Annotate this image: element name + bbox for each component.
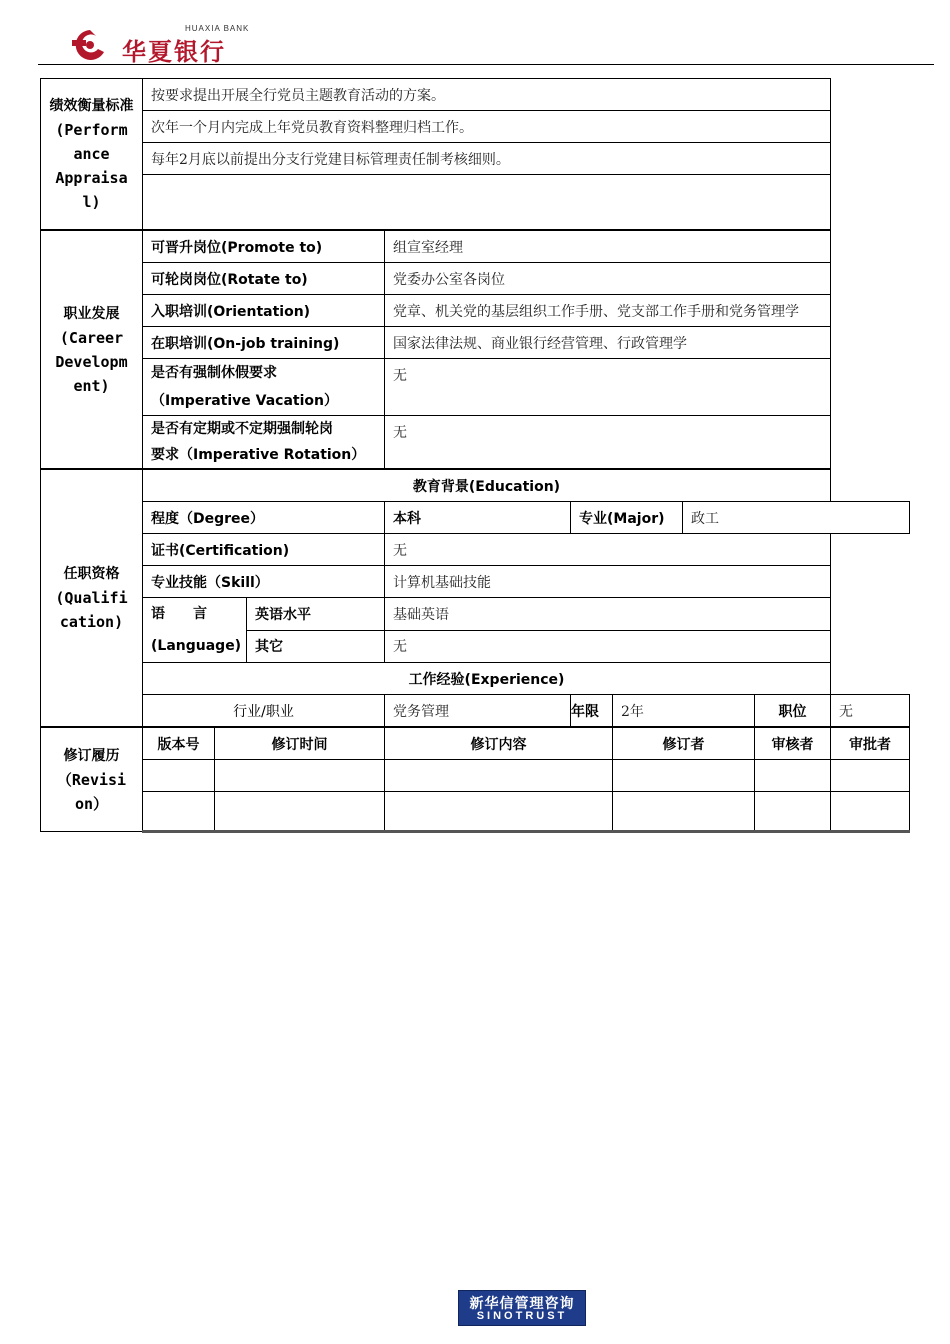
other-language-value: 无: [385, 630, 831, 663]
revision-col-time: 修订时间: [215, 727, 385, 760]
skill-label: 专业技能（Skill）: [143, 566, 385, 598]
revision-cell: [215, 792, 385, 832]
performance-section-title: [41, 79, 143, 231]
performance-item: 次年一个月内完成上年党员教育资料整理归档工作。: [143, 111, 831, 143]
qualification-title-en-2: cation): [59, 613, 124, 631]
qualification-title-cn: 任职资格: [63, 566, 120, 582]
orientation-label: 入职培训(Orientation): [143, 295, 385, 327]
performance-title-en-3: Appraisa: [55, 169, 128, 187]
language-label-bottom: (Language): [151, 638, 242, 654]
career-title-en-1: (Career: [59, 328, 124, 347]
revision-cell: [385, 760, 613, 792]
career-title-en-3: ent): [73, 376, 110, 395]
revision-cell: [755, 792, 831, 832]
performance-row-3: [41, 143, 910, 175]
performance-row-1: [41, 79, 910, 111]
performance-row-4: [41, 175, 910, 231]
revision-cell: [755, 760, 831, 792]
revision-col-version: 版本号: [143, 727, 215, 760]
position-label: 职位: [755, 695, 831, 728]
revision-empty-row-2: [41, 792, 910, 832]
revision-cell: [613, 792, 755, 832]
degree-value: 本科: [385, 502, 571, 534]
performance-row-2: [41, 111, 910, 143]
performance-title-cn: 绩效衡量标准: [49, 98, 134, 114]
career-section-title: [41, 230, 143, 469]
revision-header-row: [41, 727, 910, 760]
industry-value: 党务管理: [385, 695, 571, 728]
job-description-table: [40, 78, 910, 833]
career-row-5: [41, 359, 910, 416]
bank-name-en: HUAXIA BANK: [185, 24, 250, 33]
english-value: 基础英语: [385, 598, 831, 631]
qualification-row-4: [41, 566, 910, 598]
major-label: 专业(Major): [571, 502, 683, 534]
orientation-value: 党章、机关党的基层组织工作手册、党支部工作手册和党务管理学: [385, 295, 831, 327]
qualification-section-title: [41, 469, 143, 727]
career-title-cn: 职业发展: [63, 305, 120, 322]
revision-title-en-1: （Revisi: [56, 770, 127, 789]
header-divider: [38, 64, 934, 65]
position-value: 无: [831, 695, 910, 728]
revision-title-en-2: on）: [74, 794, 109, 813]
language-label: [143, 598, 247, 663]
vacation-label-line-2: （Imperative Vacation）: [151, 393, 338, 409]
qualification-row-7: [41, 663, 910, 695]
rotation-label: [143, 416, 385, 470]
career-row-2: [41, 263, 910, 295]
performance-title-en-4: l): [82, 193, 101, 211]
rotate-label: 可轮岗岗位(Rotate to): [143, 263, 385, 295]
rotation-label-line-1: 是否有定期或不定期强制轮岗: [151, 421, 333, 437]
language-label-top: 语 言: [151, 606, 207, 622]
revision-cell: [831, 760, 910, 792]
revision-cell: [143, 792, 215, 832]
major-value: 政工: [683, 502, 910, 534]
revision-col-reviewer: 审核者: [755, 727, 831, 760]
education-heading: 教育背景(Education): [143, 469, 831, 502]
qualification-row-3: [41, 534, 910, 566]
footer-company-en: SINOTRUST: [476, 1310, 568, 1322]
experience-heading: 工作经验(Experience): [143, 663, 831, 695]
degree-label: 程度（Degree）: [143, 502, 385, 534]
revision-col-approver: 审批者: [831, 727, 910, 760]
skill-value: 计算机基础技能: [385, 566, 831, 598]
promote-value: 组宣室经理: [385, 230, 831, 263]
onjob-value: 国家法律法规、商业银行经营管理、行政管理学: [385, 327, 831, 359]
onjob-label: 在职培训(On-job training): [143, 327, 385, 359]
revision-section-title: [41, 727, 143, 832]
revision-cell: [143, 760, 215, 792]
vacation-label: [143, 359, 385, 416]
certification-value: 无: [385, 534, 831, 566]
career-row-3: [41, 295, 910, 327]
performance-item: 每年2月底以前提出分支行党建目标管理责任制考核细则。: [143, 143, 831, 175]
performance-title-en-2: ance: [73, 145, 110, 163]
qualification-row-1: [41, 469, 910, 502]
footer-company-cn: 新华信管理咨询: [469, 1296, 575, 1312]
revision-cell: [215, 760, 385, 792]
performance-item: 按要求提出开展全行党员主题教育活动的方案。: [143, 79, 831, 111]
other-language-label: 其它: [247, 630, 385, 663]
revision-cell: [385, 792, 613, 832]
page-header: [0, 0, 950, 70]
rotation-value: 无: [385, 416, 831, 470]
revision-cell: [831, 792, 910, 832]
performance-item: [143, 175, 831, 231]
years-cell: [571, 695, 613, 728]
career-row-1: [41, 230, 910, 263]
certification-label: 证书(Certification): [143, 534, 385, 566]
revision-col-content: 修订内容: [385, 727, 613, 760]
vacation-label-line-1: 是否有强制休假要求: [151, 365, 277, 381]
career-row-6: [41, 416, 910, 470]
industry-label: 行业/职业: [143, 695, 385, 728]
qualification-title-en-1: (Qualifi: [55, 589, 128, 607]
revision-col-editor: 修订者: [613, 727, 755, 760]
qualification-row-2: [41, 502, 910, 534]
english-label: 英语水平: [247, 598, 385, 631]
promote-label: 可晋升岗位(Promote to): [143, 230, 385, 263]
rotate-value: 党委办公室各岗位: [385, 263, 831, 295]
sinotrust-logo: [458, 1290, 586, 1326]
career-row-4: [41, 327, 910, 359]
qualification-row-5: [41, 598, 910, 631]
qualification-row-8: [41, 695, 910, 728]
bank-name-cn: 华夏银行: [122, 38, 226, 66]
career-title-en-2: Developm: [55, 352, 128, 371]
years-value: 2年: [613, 695, 755, 728]
revision-empty-row-1: [41, 760, 910, 792]
revision-title-cn: 修订履历: [63, 747, 120, 764]
bank-logo-icon: [70, 26, 110, 64]
rotation-label-line-2: 要求（Imperative Rotation）: [151, 447, 366, 463]
vacation-value: 无: [385, 359, 831, 416]
revision-cell: [613, 760, 755, 792]
performance-title-en-1: (Perform: [55, 121, 128, 139]
years-label: 年限: [571, 703, 599, 720]
